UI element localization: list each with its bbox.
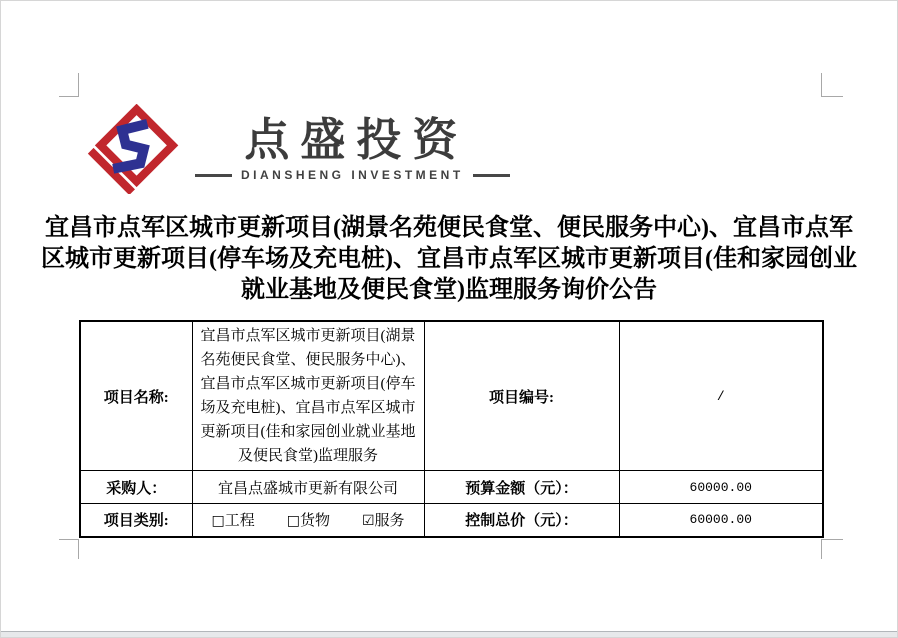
company-logo: [87, 104, 510, 194]
category-option-huowu: [287, 509, 330, 530]
margin-mark-bottom-left: [59, 539, 79, 559]
table-row-purchaser: [80, 471, 823, 504]
purchaser-value: 宜昌点盛城市更新有限公司: [192, 471, 424, 504]
project-no-label: 项目编号:: [424, 321, 619, 471]
announcement-title: 宜昌市点军区城市更新项目(湖景名苑便民食堂、便民服务中心)、宜昌市点军区城市更新项目(停车场及充电桩)、宜昌市点军区城市更新项目(佳和家园创业就业基地及便民食堂)监理服务询价公告: [41, 215, 857, 303]
control-price-label: 控制总价（元）：: [424, 504, 619, 537]
checkbox-unchecked-icon: □: [211, 513, 225, 530]
table-row-category: [80, 504, 823, 537]
logo-name-chinese: 点盛投资: [244, 114, 469, 165]
margin-mark-bottom-right: [821, 539, 843, 559]
budget-value: 60000.00: [619, 471, 823, 504]
logo-name-english-row: [195, 168, 510, 182]
logo-dash-left: [195, 174, 232, 177]
checkbox-checked-icon: ☑: [361, 513, 375, 530]
window-bottom-edge: [1, 631, 897, 637]
margin-mark-top-right: [821, 73, 843, 97]
category-label: 项目类别:: [80, 504, 192, 537]
project-name-value: 宜昌市点军区城市更新项目(湖景名苑便民食堂、便民服务中心)、宜昌市点军区城市更新项目(停车场及充电桩)、宜昌市点军区城市更新项目(佳和家园创业就业基地及便民食堂)监理服务: [192, 321, 424, 471]
control-price-value: 60000.00: [619, 504, 823, 537]
category-options-cell: [192, 504, 424, 537]
document-page: [1, 1, 897, 637]
project-name-label: 项目名称:: [80, 321, 192, 471]
category-option-label: 货物: [299, 513, 330, 530]
margin-mark-top-left: [59, 73, 79, 97]
project-info-table: [79, 320, 824, 538]
category-option-label: 服务: [374, 513, 405, 530]
checkbox-unchecked-icon: □: [286, 513, 300, 530]
table-row-project-name: [80, 321, 823, 471]
purchaser-label: 采购人：: [80, 471, 192, 504]
logo-name-english: DIANSHENG INVESTMENT: [241, 168, 464, 182]
diamond-s-logo-icon: [87, 104, 179, 194]
category-option-fuwu: [362, 509, 405, 530]
logo-dash-right: [473, 174, 510, 177]
budget-label: 预算金额（元）：: [424, 471, 619, 504]
category-option-label: 工程: [224, 513, 255, 530]
category-options: [197, 509, 420, 530]
category-option-gongcheng: [211, 509, 254, 530]
project-no-value: /: [619, 321, 823, 471]
logo-text-block: [195, 116, 510, 182]
